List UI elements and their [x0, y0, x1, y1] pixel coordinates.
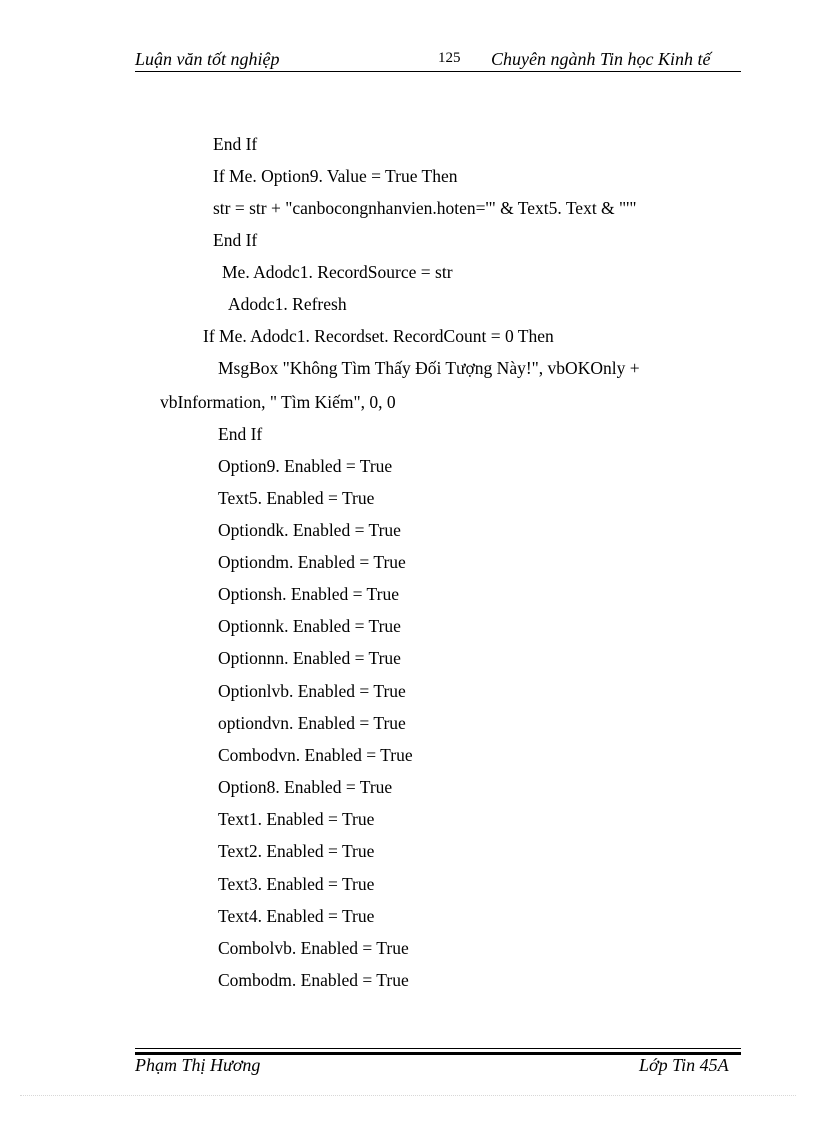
header-rule — [135, 71, 741, 72]
footer-class: Lớp Tin 45A — [639, 1055, 729, 1075]
header-page-number: 125 — [438, 50, 461, 66]
code-line: Optionlvb. Enabled = True — [218, 681, 406, 701]
code-line: Option9. Enabled = True — [218, 456, 393, 476]
code-line: MsgBox "Không Tìm Thấy Đối Tượng Này!", vbOKOnly + — [218, 358, 640, 378]
code-line: Combolvb. Enabled = True — [218, 938, 409, 958]
code-line: str = str + "canbocongnhanvien.hoten='" & Text5. Text & "'" — [213, 198, 637, 218]
code-line: If Me. Option9. Value = True Then — [213, 166, 458, 186]
footer-author: Phạm Thị Hương — [135, 1055, 261, 1075]
code-line: Optionsh. Enabled = True — [218, 584, 399, 604]
footer-rule-thin — [135, 1048, 741, 1049]
page-bottom-divider — [20, 1095, 796, 1096]
code-line: Combodvn. Enabled = True — [218, 745, 413, 765]
code-line: Text4. Enabled = True — [218, 906, 375, 926]
code-line: Optionnk. Enabled = True — [218, 616, 401, 636]
code-line: Text3. Enabled = True — [218, 874, 375, 894]
code-line: Text2. Enabled = True — [218, 841, 375, 861]
code-line: Combodm. Enabled = True — [218, 970, 409, 990]
code-line: vbInformation, " Tìm Kiếm", 0, 0 — [160, 392, 396, 412]
code-line: If Me. Adodc1. Recordset. RecordCount = 0 Then — [203, 326, 554, 346]
code-line: Option8. Enabled = True — [218, 777, 393, 797]
code-line: End If — [213, 230, 258, 250]
code-line: End If — [218, 424, 263, 444]
code-line: Adodc1. Refresh — [228, 294, 347, 314]
code-line: End If — [213, 134, 258, 154]
code-line: Text5. Enabled = True — [218, 488, 375, 508]
header-thesis-title: Luận văn tốt nghiệp — [135, 49, 280, 69]
header-major: Chuyên ngành Tin học Kinh tế — [491, 49, 711, 69]
code-line: Optiondm. Enabled = True — [218, 552, 406, 572]
code-line: Me. Adodc1. RecordSource = str — [222, 262, 453, 282]
code-line: Optionnn. Enabled = True — [218, 648, 401, 668]
code-line: Optiondk. Enabled = True — [218, 520, 401, 540]
code-line: optiondvn. Enabled = True — [218, 713, 406, 733]
code-line: Text1. Enabled = True — [218, 809, 375, 829]
